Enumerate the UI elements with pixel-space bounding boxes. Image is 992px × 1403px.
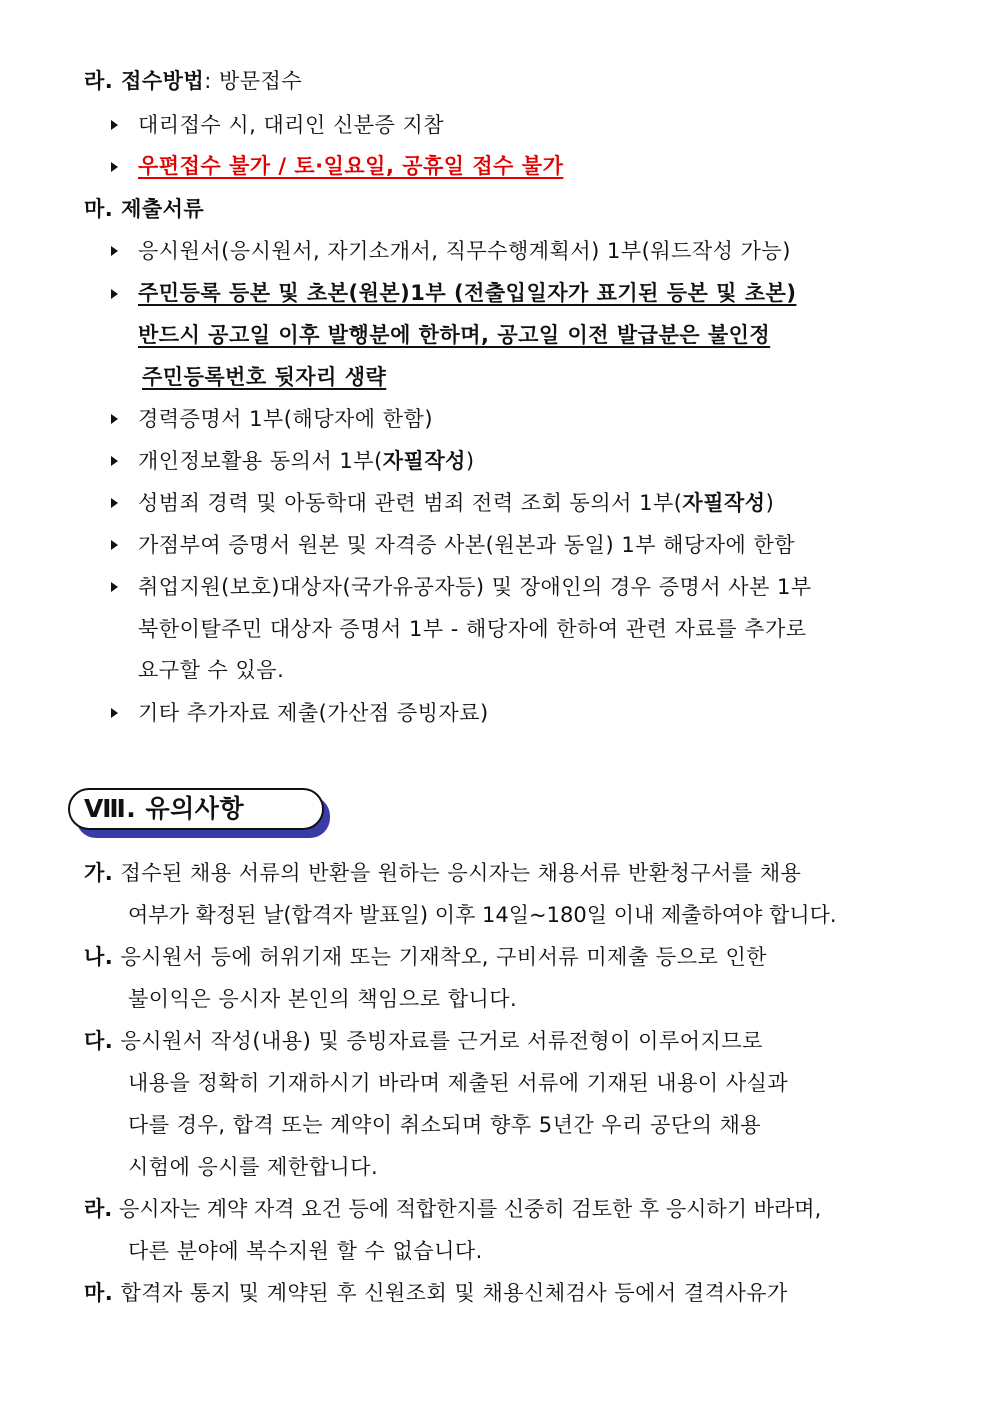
note-da-line2: 내용을 정확히 기재하시기 바라며 제출된 서류에 기재된 내용이 사실과 [128,1071,789,1095]
note-da-line3: 다를 경우, 합격 또는 계약이 취소되며 향후 5년간 우리 공단의 채용 [128,1113,762,1137]
doc-resident-registration-line2: 반드시 공고일 이후 발행분에 한하며, 공고일 이전 발급분은 불인정 [138,323,771,347]
required-documents-heading: 마. 제출서류 [84,197,205,221]
note-da-line1 [84,1026,763,1056]
note-na-label: 나. [84,945,114,969]
bullet-triangle-icon [111,456,118,466]
bullet-triangle-icon [111,582,118,592]
note-ma-text: 합격자 통지 및 계약된 후 신원조회 및 채용신체검사 등에서 결격사유가 [120,1281,788,1305]
note-da-text: 응시원서 작성(내용) 및 증빙자료를 근거로 서류전형이 이루어지므로 [120,1029,763,1053]
note-ma-line1 [84,1278,788,1308]
doc-application-form: 응시원서(응시원서, 자기소개서, 직무수행계획서) 1부(워드작성 가능) [138,239,791,263]
bullet-triangle-icon [111,162,118,172]
note-ra-label: 라. [84,1197,113,1221]
note-ma-label: 마. [84,1281,114,1305]
doc-resident-registration-line1: 주민등록 등본 및 초본(원본)1부 (전출입일자가 표기된 등본 및 초본) [138,281,797,305]
doc-employment-support-line2: 북한이탈주민 대상자 증명서 1부 - 해당자에 한하여 관련 자료를 추가로 [138,617,807,641]
note-ga-label: 가. [84,861,114,885]
note-da-line4: 시험에 응시를 제한합니다. [128,1155,379,1179]
doc-bonus-certificate: 가점부여 증명서 원본 및 자격증 사본(원본과 동일) 1부 해당자에 한함 [138,533,796,557]
bullet-triangle-icon [111,289,118,299]
closing-paren: ) [765,491,775,515]
handwritten-emphasis: 자필작성 [682,491,766,515]
doc-employment-support-line1: 취업지원(보호)대상자(국가유공자등) 및 장애인의 경우 증명서 사본 1부 [138,575,812,599]
note-ga-text: 접수된 채용 서류의 반환을 원하는 응시자는 채용서류 반환청구서를 채용 [120,861,802,885]
bullet-triangle-icon [111,120,118,130]
note-da-label: 다. [84,1029,114,1053]
note-ra-line1 [84,1194,821,1224]
proxy-submission-item: 대리접수 시, 대리인 신분증 지참 [138,113,445,137]
note-na-text: 응시원서 등에 허위기재 또는 기재착오, 구비서류 미제출 등으로 인한 [120,945,768,969]
note-na-line1 [84,942,767,972]
bullet-triangle-icon [111,246,118,256]
doc-crime-record-consent [138,488,774,518]
handwritten-emphasis: 자필작성 [382,449,466,473]
mail-not-accepted-notice: 우편접수 불가 / 토·일요일, 공휴일 접수 불가 [138,154,564,178]
bullet-triangle-icon [111,414,118,424]
closing-paren: ) [465,449,475,473]
doc-resident-registration-line3: 주민등록번호 뒷자리 생략 [142,365,387,389]
note-na-line2: 불이익은 응시자 본인의 책임으로 합니다. [128,987,518,1011]
doc-privacy-consent-text: 개인정보활용 동의서 1부( [138,449,383,473]
note-ga-line1 [84,858,801,888]
submission-method-label: 라. 접수방법 [84,69,205,93]
note-ra-line2: 다른 분야에 복수지원 할 수 없습니다. [128,1239,483,1263]
note-ga-line2: 여부가 확정된 날(합격자 발표일) 이후 14일~180일 이내 제출하여야 합니다. [128,903,837,927]
bullet-triangle-icon [111,540,118,550]
submission-method-line [84,66,302,96]
doc-crime-record-consent-text: 성범죄 경력 및 아동학대 관련 범죄 전력 조회 동의서 1부( [138,491,683,515]
doc-employment-support-line3: 요구할 수 있음. [138,658,285,682]
submission-method-value: : 방문접수 [204,69,303,93]
bullet-triangle-icon [111,708,118,718]
bullet-triangle-icon [111,498,118,508]
note-ra-text: 응시자는 계약 자격 요건 등에 적합한지를 신중히 검토한 후 응시하기 바라며, [118,1197,822,1221]
doc-career-certificate: 경력증명서 1부(해당자에 한함) [138,407,434,431]
doc-additional-materials: 기타 추가자료 제출(가산점 증빙자료) [138,701,489,725]
doc-privacy-consent [138,446,475,476]
section-title: Ⅷ. 유의사항 [84,794,245,823]
